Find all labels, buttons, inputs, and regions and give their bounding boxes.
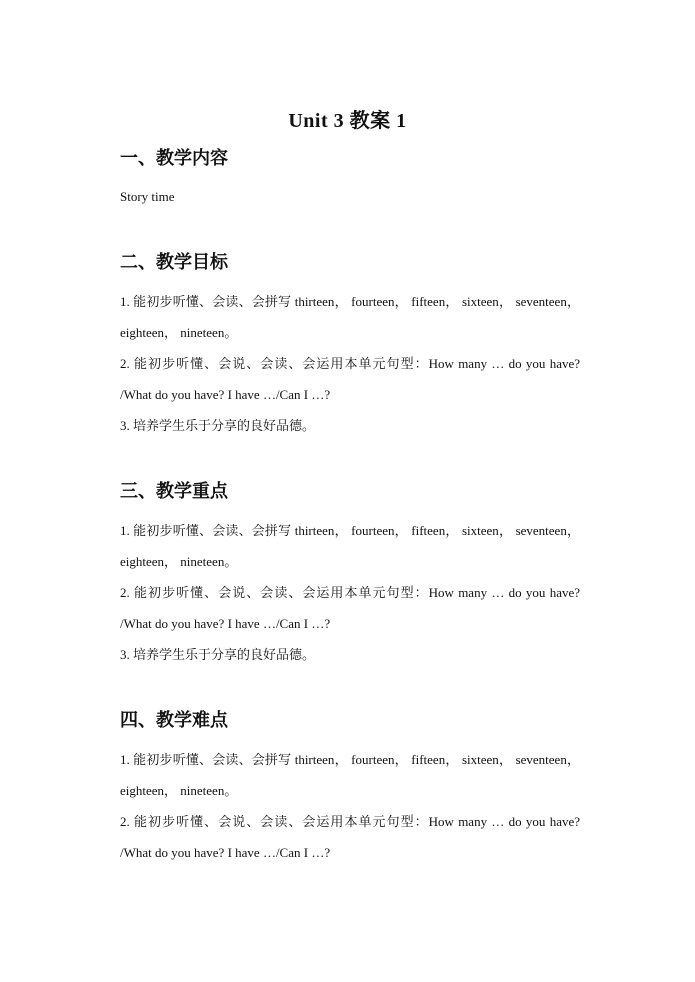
section-teaching-objectives xyxy=(120,250,580,441)
list-item: 2. 能初步听懂、会说、会读、会运用本单元句型：How many … do you have? /What do you have? I have …/Can I …? xyxy=(120,585,580,631)
list-item: 1. 能初步听懂、会读、会拼写 thirteen， fourteen， fifteen， sixteen， seventeen，eighteen， nineteen。 xyxy=(120,523,580,569)
section-teaching-focus xyxy=(120,479,580,670)
section-heading: 三、教学重点 xyxy=(120,481,228,502)
section-heading: 二、教学目标 xyxy=(120,252,228,273)
section-heading: 四、教学难点 xyxy=(120,710,228,731)
list-item: 1. 能初步听懂、会读、会拼写 thirteen， fourteen， fifteen， sixteen， seventeen，eighteen， nineteen。 xyxy=(120,752,580,798)
list-item: 1. 能初步听懂、会读、会拼写 thirteen， fourteen， fifteen， sixteen， seventeen，eighteen， nineteen。 xyxy=(120,294,580,340)
list-item: 2. 能初步听懂、会说、会读、会运用本单元句型：How many … do you have? /What do you have? I have …/Can I …? xyxy=(120,814,580,860)
section-heading: 一、教学内容 xyxy=(120,148,228,169)
list-item: 3. 培养学生乐于分享的良好品德。 xyxy=(120,647,316,662)
list-item: 3. 培养学生乐于分享的良好品德。 xyxy=(120,418,316,433)
list-item: 2. 能初步听懂、会说、会读、会运用本单元句型：How many … do you have? /What do you have? I have …/Can I …? xyxy=(120,356,580,402)
document-title: Unit 3 教案 1 xyxy=(288,110,407,132)
section-teaching-difficulties xyxy=(120,708,580,868)
section-text: Story time xyxy=(120,189,175,204)
section-teaching-content xyxy=(120,146,580,207)
